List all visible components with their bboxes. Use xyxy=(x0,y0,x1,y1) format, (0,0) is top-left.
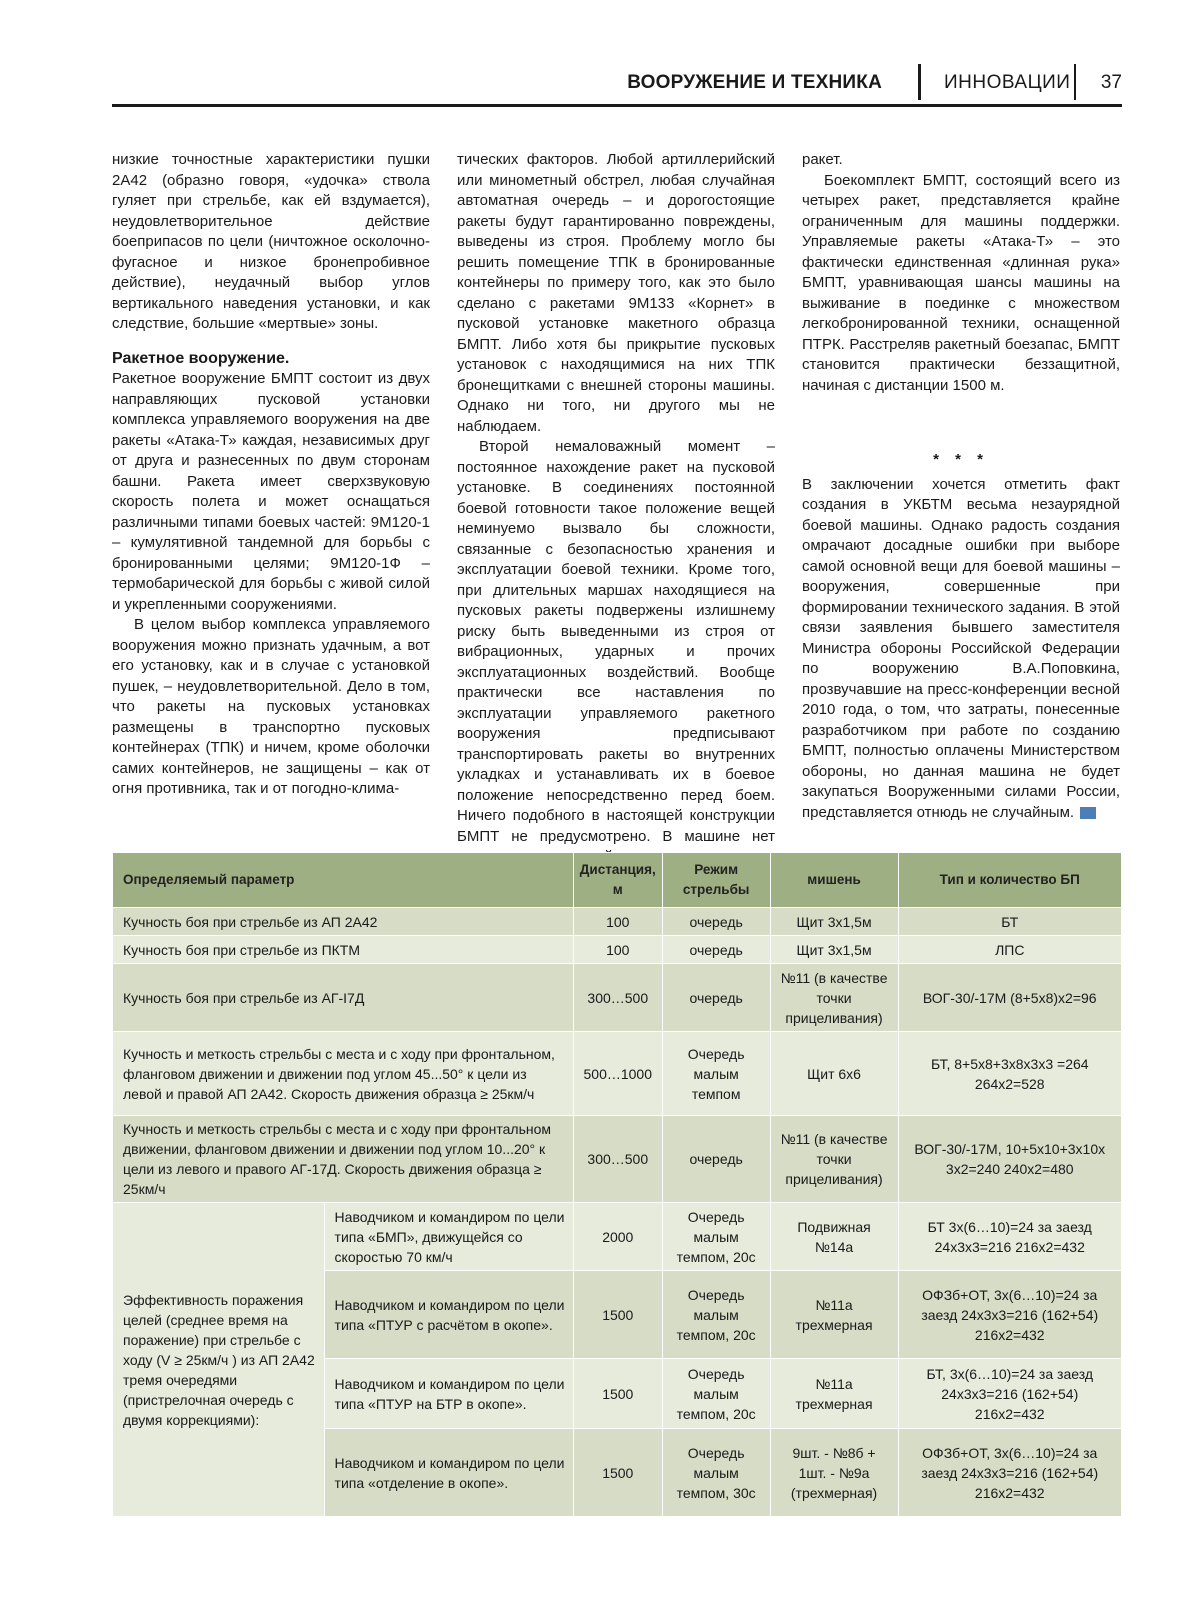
table-header-row xyxy=(113,853,1122,908)
table-row xyxy=(113,936,1122,964)
cell-distance: 100 xyxy=(573,936,662,964)
cell-mode: очередь xyxy=(662,964,770,1032)
paragraph xyxy=(802,475,1120,824)
cell-distance: 500…1000 xyxy=(573,1032,662,1116)
paragraph-text: В заключении хочется отметить факт создания в УКБТМ весьма незаурядной боевой машины. Однако радость создания омрачают досадные ошибки при выборе самой основной вещи для боевой машины – вооружения, совершенные при формировании технического задания. В этой связи заявления бывшего заместителя Министра обороны Российской Федерации по вооружению В.А.Поповкина, прозвучавшие на пресс-конференции весной 2010 года, о том, что затраты, понесенные разработчиком при работе по созданию БМПТ, полностью оплачены Министерством обороны, но данная машина не будет закупаться Вооруженными силами России, представляется отнюдь не случайным. xyxy=(802,475,1120,821)
table-row xyxy=(113,1203,1122,1271)
table-row xyxy=(113,908,1122,936)
parameters-table xyxy=(112,852,1122,1517)
cell-param: Кучность боя при стрельбе из ПКТМ xyxy=(113,936,574,964)
cell-mode: очередь xyxy=(662,908,770,936)
cell-mode: Очередь малым темпом, 30с xyxy=(662,1429,770,1517)
header-target: мишень xyxy=(770,853,898,908)
cell-param: Кучность и меткость стрельбы с места и с ходу при фронтальном, фланговом движении и движении под углом 45...50° к цели из левой и правой АП 2А42. Скорость движения образца ≥ 25км/ч xyxy=(113,1032,574,1116)
header-param: Определяемый параметр xyxy=(113,853,574,908)
cell-sub-param: Наводчиком и командиром по цели типа «отделение в окопе». xyxy=(324,1429,573,1517)
cell-distance: 1500 xyxy=(573,1359,662,1429)
header-mode: Режим стрельбы xyxy=(662,853,770,908)
cell-distance: 1500 xyxy=(573,1429,662,1517)
cell-mode: Очередь малым темпом, 20с xyxy=(662,1359,770,1429)
header-rule xyxy=(112,104,1122,107)
cell-sub-param: Наводчиком и командиром по цели типа «ПТУР на БТР в окопе». xyxy=(324,1359,573,1429)
cell-ammo: БТ 3х(6…10)=24 за заезд 24х3х3=216 216х2=432 xyxy=(898,1203,1122,1271)
cell-target: №11а трехмерная xyxy=(770,1271,898,1359)
cell-target: Щит 3х1,5м xyxy=(770,908,898,936)
cell-mode: Очередь малым темпом, 20с xyxy=(662,1203,770,1271)
cell-target: Щит 3х1,5м xyxy=(770,936,898,964)
cell-ammo: ЛПС xyxy=(898,936,1122,964)
cell-group-param: Эффективность поражения целей (среднее время на поражение) при стрельбе с ходу (V ≥ 25км/ч ) из АП 2А42 тремя очередями (пристрелочная очередь с двумя коррекциями): xyxy=(113,1203,325,1517)
end-of-article-icon xyxy=(1080,807,1096,819)
cell-sub-param: Наводчиком и командиром по цели типа «БМП», движущейся со скоростью 70 км/ч xyxy=(324,1203,573,1271)
cell-ammo: БТ, 3х(6…10)=24 за заезд 24х3х3=216 (162+54) 216х2=432 xyxy=(898,1359,1122,1429)
cell-mode: Очередь малым темпом, 20с xyxy=(662,1271,770,1359)
paragraph: Боекомплект БМПТ, состоящий всего из четырех ракет, представляется крайне ограниченным для машины поддержки. Управляемые ракеты «Атака-Т» – это фактически единственная «длинная рука» БМПТ, уравнивающая шансы машины на выживание в поединке с множеством легкобронированной техники, оснащенной ПТРК. Расстреляв ракетный боезапас, БМПТ становится практически беззащитной, начиная с дистанции 1500 м. xyxy=(802,171,1120,394)
cell-mode: очередь xyxy=(662,936,770,964)
header-divider xyxy=(1074,64,1076,100)
cell-param: Кучность боя при стрельбе из АГ-I7Д xyxy=(113,964,574,1032)
cell-mode: Очередь малым темпом xyxy=(662,1032,770,1116)
cell-sub-param: Наводчиком и командиром по цели типа «ПТУР с расчётом в окопе». xyxy=(324,1271,573,1359)
section-separator: * * * xyxy=(933,451,989,468)
section-title: ВООРУЖЕНИЕ И ТЕХНИКА xyxy=(627,72,882,93)
paragraph: низкие точностные характеристики пушки 2А42 (образно говоря, «удочка» ствола гуляет при стрельбе, как ей вздумается), неудовлетворительное действие боеприпасов по цели (ничтожное осколочно-фугасное и низкое бронепробивное действие), неудачный выбор углов вертикального наведения установки, и как следствие, большие «мертвые» зоны. xyxy=(112,151,430,332)
rubric-title: ИННОВАЦИИ xyxy=(944,72,1071,93)
table-row xyxy=(113,1032,1122,1116)
article-column-1 xyxy=(112,150,430,800)
article-column-3 xyxy=(802,150,1120,823)
cell-ammo: БТ xyxy=(898,908,1122,936)
cell-distance: 1500 xyxy=(573,1271,662,1359)
cell-ammo: БТ, 8+5х8+3х8х3х3 =264 264х2=528 xyxy=(898,1032,1122,1116)
header-ammo: Тип и количество БП xyxy=(898,853,1122,908)
cell-param: Кучность боя при стрельбе из АП 2А42 xyxy=(113,908,574,936)
paragraph: Ракетное вооружение БМПТ состоит из двух направляющих пусковой установки комплекса управляемого вооружения на две ракеты «Атака-Т» каждая, независимых друг от друга и разнесенных по двум сторонам башни. Ракета имеет сверхзвуковую скорость полета и может оснащаться различными типами боевых частей: 9М120-1 – кумулятивной тандемной для борьбы с бронированными целями; 9М120-1Ф – термобарической для борьбы с живой силой и укрепленными сооружениями. xyxy=(112,370,430,613)
article-column-2 xyxy=(457,150,775,868)
cell-target: №11а трехмерная xyxy=(770,1359,898,1429)
paragraph: тических факторов. Любой артиллерийский или минометный обстрел, любая случайная автоматная очередь – и дорогостоящие ракеты будут гарантированно повреждены, выведены из строя. Проблему могло бы решить помещение ТПК в бронированные контейнеры по примеру того, как это было сделано с ракетами 9М133 «Корнет» в пусковой установке макетного образца БМПТ. Либо хотя бы прикрытие пусковых установок с находящимися на них ТПК бронещитками с внешней стороны машины. Однако ни того, ни другого мы не наблюдаем. xyxy=(457,151,775,435)
header-distance: Дистанция, м xyxy=(573,853,662,908)
cell-distance: 300…500 xyxy=(573,1116,662,1203)
cell-distance: 300…500 xyxy=(573,964,662,1032)
page-header xyxy=(112,60,1122,108)
cell-ammo: ОФЗб+ОТ, 3х(6…10)=24 за заезд 24х3х3=216 (162+54) 216х2=432 xyxy=(898,1271,1122,1359)
paragraph: ракет. xyxy=(802,151,843,168)
page-number: 37 xyxy=(1100,72,1122,93)
cell-ammo: ОФЗб+ОТ, 3х(6…10)=24 за заезд 24х3х3=216 (162+54) 216х2=432 xyxy=(898,1429,1122,1517)
cell-ammo: ВОГ-30/-17М, 10+5х10+3х10х 3х2=240 240х2=480 xyxy=(898,1116,1122,1203)
cell-target: 9шт. - №8б + 1шт. - №9а (трехмерная) xyxy=(770,1429,898,1517)
header-divider xyxy=(918,64,921,100)
paragraph: Второй немаловажный момент – постоянное нахождение ракет на пусковой установке. В соединениях постоянной боевой готовности такое положение вещей неминуемо вызвало бы сложности, связанные с безопасностью хранения и эксплуатации боевой техники. Кроме того, при длительных маршах находящиеся на пусковых ракеты подвержены излишнему риску быть выведенными из строя от вибрационных, ударных и прочих эксплуатационных воздействий. Вообще практически все наставления по эксплуатации управляемого ракетного вооружения предписывают транспортировать ракеты во внутренних укладках и устанавливать их в боевое положение непосредственно перед боем. Ничего подобного в настоящей конструкции БМПТ не предусмотрено. В машине нет xyxy=(457,438,775,845)
cell-mode: очередь xyxy=(662,1116,770,1203)
cell-target: Щит 6х6 xyxy=(770,1032,898,1116)
cell-distance: 2000 xyxy=(573,1203,662,1271)
table-row xyxy=(113,1116,1122,1203)
cell-target: Подвижная №14а xyxy=(770,1203,898,1271)
paragraph: В целом выбор комплекса управляемого вооружения можно признать удачным, а вот его установку, как и в случае с установкой пушек, – неудовлетворительной. Дело в том, что ракеты на пусковых установках размещены в транспортно пусковых контейнерах (ТПК) и ничем, кроме оболочки самих контейнеров, не защищены – как от огня противника, так и от погодно-клима- xyxy=(112,616,430,797)
cell-target: №11 (в качестве точки прицеливания) xyxy=(770,1116,898,1203)
cell-ammo: ВОГ-30/-17М (8+5х8)х2=96 xyxy=(898,964,1122,1032)
subheading: Ракетное вооружение. xyxy=(112,349,290,367)
cell-distance: 100 xyxy=(573,908,662,936)
table-row xyxy=(113,964,1122,1032)
cell-target: №11 (в качестве точки прицеливания) xyxy=(770,964,898,1032)
cell-param: Кучность и меткость стрельбы с места и с ходу при фронтальном движении, фланговом движении и движении под углом 10...20° к цели из левого и правого АГ-17Д. Скорость движения образца ≥ 25км/ч xyxy=(113,1116,574,1203)
